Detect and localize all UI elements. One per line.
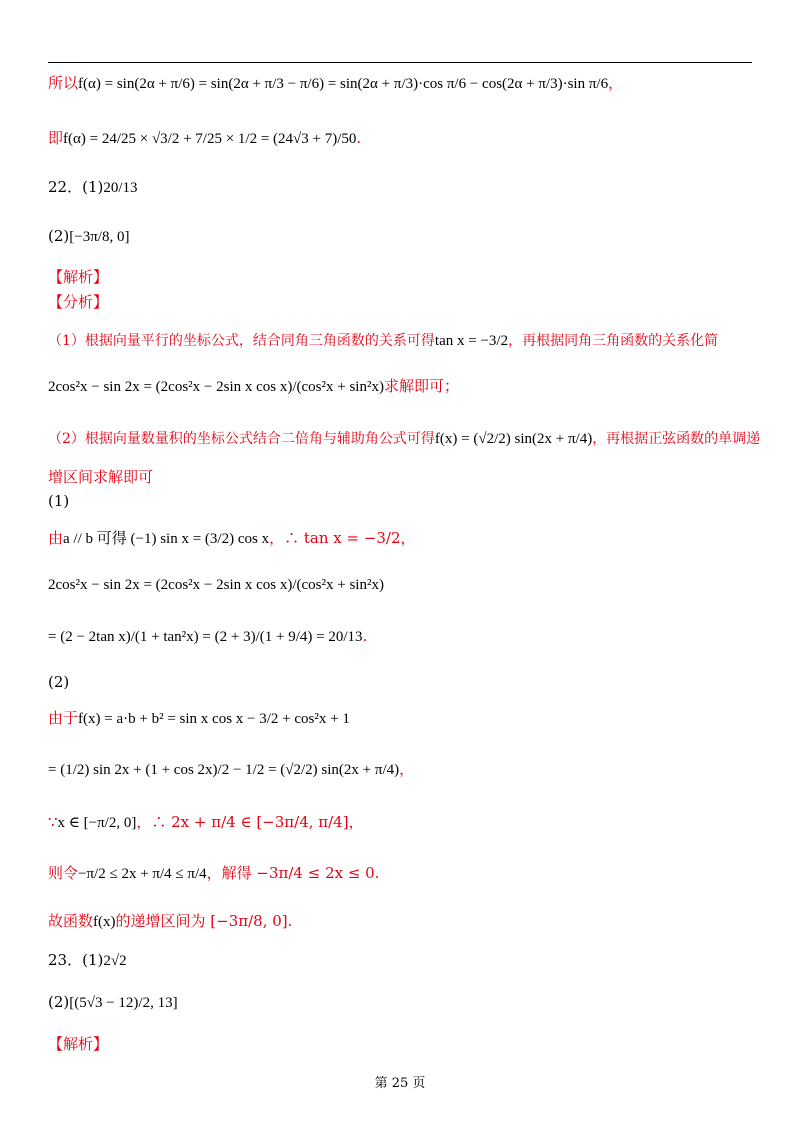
- line-prefix: (2): [48, 673, 70, 691]
- line-prefix: (2): [48, 993, 70, 1011]
- text-line: [48, 72, 623, 93]
- math-expression: −π/2 ≤ 2x + π/4 ≤ π/4: [78, 866, 207, 882]
- line-suffix: ，再根据同角三角函数的关系化简: [508, 333, 719, 349]
- math-expression: = (2 − 2tan x)/(1 + tan²x) = (2 + 3)/(1 + 9/4) = 20/13: [48, 629, 363, 645]
- text-line: [48, 127, 361, 148]
- math-expression: 20/13: [103, 180, 138, 196]
- line-prefix: （2）根据向量数量积的坐标公式结合二倍角与辅助角公式可得: [48, 431, 435, 447]
- analysis-line: [48, 375, 459, 396]
- analysis-line: [48, 330, 718, 350]
- part-label: [48, 673, 69, 692]
- line-prefix: 则令: [48, 864, 79, 882]
- math-expression: f(x) = a·b + b² = sin x cos x − 3/2 + cos²x + 1: [78, 711, 350, 727]
- math-expression: tan x = −3/2: [434, 333, 509, 349]
- section-heading-fenxi: [48, 291, 108, 312]
- page-number: 第 25 页: [374, 1076, 426, 1091]
- solution-line: [48, 758, 414, 779]
- line-prefix: 23．(1): [48, 951, 104, 969]
- line-suffix: ，解得 −3π/4 ≤ 2x ≤ 0.: [206, 864, 380, 882]
- answer-22-2: [48, 227, 129, 246]
- math-expression: [(5√3 − 12)/2, 13]: [69, 995, 178, 1011]
- math-expression: x ∈ [−π/2, 0]: [57, 815, 137, 831]
- math-expression: 2cos²x − sin 2x = (2cos²x − 2sin x cos x)/(cos²x + sin²x): [48, 577, 384, 593]
- line-prefix: 所以: [48, 74, 79, 92]
- line-prefix: (2): [48, 227, 70, 245]
- line-prefix: 故函数: [48, 912, 94, 930]
- solution-line: [48, 707, 350, 728]
- line-suffix: .: [356, 129, 362, 147]
- math-expression: = (1/2) sin 2x + (1 + cos 2x)/2 − 1/2 = (√2/2) sin(2x + π/4): [48, 762, 400, 778]
- math-expression: f(α) = 24/25 × √3/2 + 7/25 × 1/2 = (24√3 + 7)/50: [63, 131, 357, 147]
- answer-23-2: [48, 993, 178, 1012]
- line-prefix: 【解析】: [48, 268, 109, 286]
- solution-line: [48, 527, 416, 548]
- line-suffix: ，再根据正弦函数的单调递: [592, 431, 761, 447]
- line-suffix: ，: [399, 760, 415, 778]
- line-suffix: 的递增区间为 [−3π/8, 0].: [115, 912, 293, 930]
- line-suffix: ，: [608, 74, 624, 92]
- line-prefix: （1）根据向量平行的坐标公式，结合同角三角函数的关系可得: [48, 333, 435, 349]
- line-suffix: ，∴ 2x + π/4 ∈ [−3π/4, π/4]，: [136, 813, 364, 831]
- header-rule: [48, 62, 752, 63]
- part-label: [48, 492, 69, 511]
- math-expression: 2cos²x − sin 2x = (2cos²x − 2sin x cos x)/(cos²x + sin²x): [48, 379, 384, 395]
- solution-line: [48, 627, 367, 646]
- line-prefix: ∵: [48, 813, 58, 831]
- line-prefix: 由: [48, 529, 64, 547]
- line-prefix: (1): [48, 492, 70, 510]
- line-suffix: 求解即可；: [383, 377, 459, 395]
- section-heading-jiexi: [48, 266, 108, 287]
- line-suffix: ，∴ tan x = −3/2，: [269, 529, 416, 547]
- answer-22-1: [48, 176, 138, 197]
- line-suffix: .: [362, 627, 368, 645]
- math-expression: f(α) = sin(2α + π/6) = sin(2α + π/3 − π/6) = sin(2α + π/3)·cos π/6 − cos(2α + π/3)·sin π/6: [78, 76, 609, 92]
- line-prefix: 22．(1): [48, 178, 104, 196]
- line-prefix: 【分析】: [48, 293, 109, 311]
- solution-line: [48, 862, 379, 883]
- math-expression: f(x): [93, 914, 116, 930]
- math-expression: 2√2: [103, 953, 127, 969]
- answer-23-1: [48, 949, 127, 970]
- math-expression: [−3π/8, 0]: [69, 229, 130, 245]
- solution-line: [48, 575, 384, 594]
- section-heading-jiexi: [48, 1033, 108, 1054]
- math-expression: a // b 可得 (−1) sin x = (3/2) cos x: [63, 531, 270, 547]
- line-prefix: 【解析】: [48, 1035, 109, 1053]
- line-prefix: 由于: [48, 709, 79, 727]
- line-prefix: 增区间求解即可: [48, 468, 154, 486]
- analysis-line: [48, 428, 760, 448]
- line-prefix: 即: [48, 129, 64, 147]
- math-expression: f(x) = (√2/2) sin(2x + π/4): [434, 431, 593, 447]
- solution-line: [48, 811, 364, 832]
- solution-line: [48, 910, 292, 931]
- analysis-line: [48, 466, 153, 487]
